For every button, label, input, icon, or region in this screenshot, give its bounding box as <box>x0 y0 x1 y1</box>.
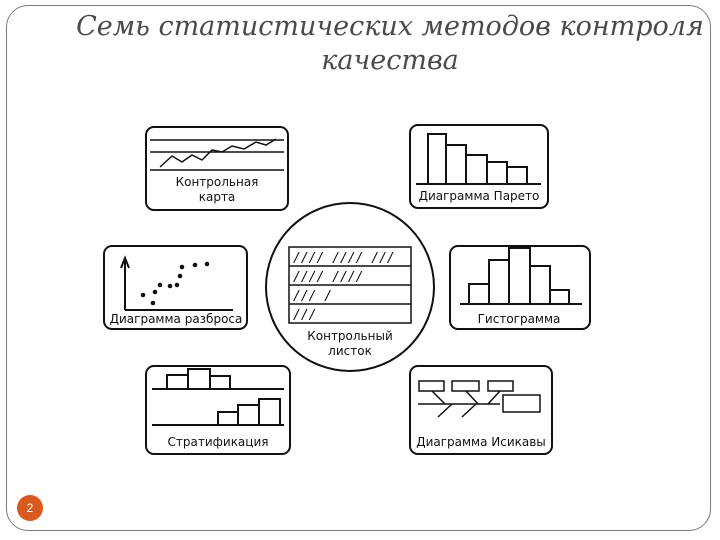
pareto-chart-icon <box>416 134 541 184</box>
control-chart-icon <box>150 139 284 170</box>
page-number-badge: 2 <box>17 495 43 521</box>
histogram-icon <box>460 248 582 304</box>
histogram-label: Гистограмма <box>477 312 561 326</box>
check-sheet-label-1: Контрольный <box>307 329 393 343</box>
tally-row-4: /// <box>293 308 317 323</box>
scatter-label: Диаграмма разброса <box>109 312 243 326</box>
check-sheet-label-2: листок <box>328 344 372 358</box>
tally-row-1: //// //// /// <box>293 251 395 266</box>
fishbone-diagram-icon <box>418 381 540 417</box>
stratification-icon <box>152 369 284 425</box>
pareto-label: Диаграмма Парето <box>418 189 540 203</box>
title-line-1: Семь статистических методов контроля <box>76 11 704 42</box>
scatter-plot-icon <box>121 258 233 310</box>
control-chart-label-1: Контрольная <box>175 175 259 189</box>
tally-row-3: /// / <box>293 289 333 304</box>
ishikawa-label: Диаграмма Исикавы <box>416 435 546 449</box>
stratification-label: Стратификация <box>167 435 269 449</box>
tally-row-2: //// //// <box>293 270 364 285</box>
title-line-2: качества <box>321 45 459 76</box>
control-chart-label-2: карта <box>198 190 236 204</box>
